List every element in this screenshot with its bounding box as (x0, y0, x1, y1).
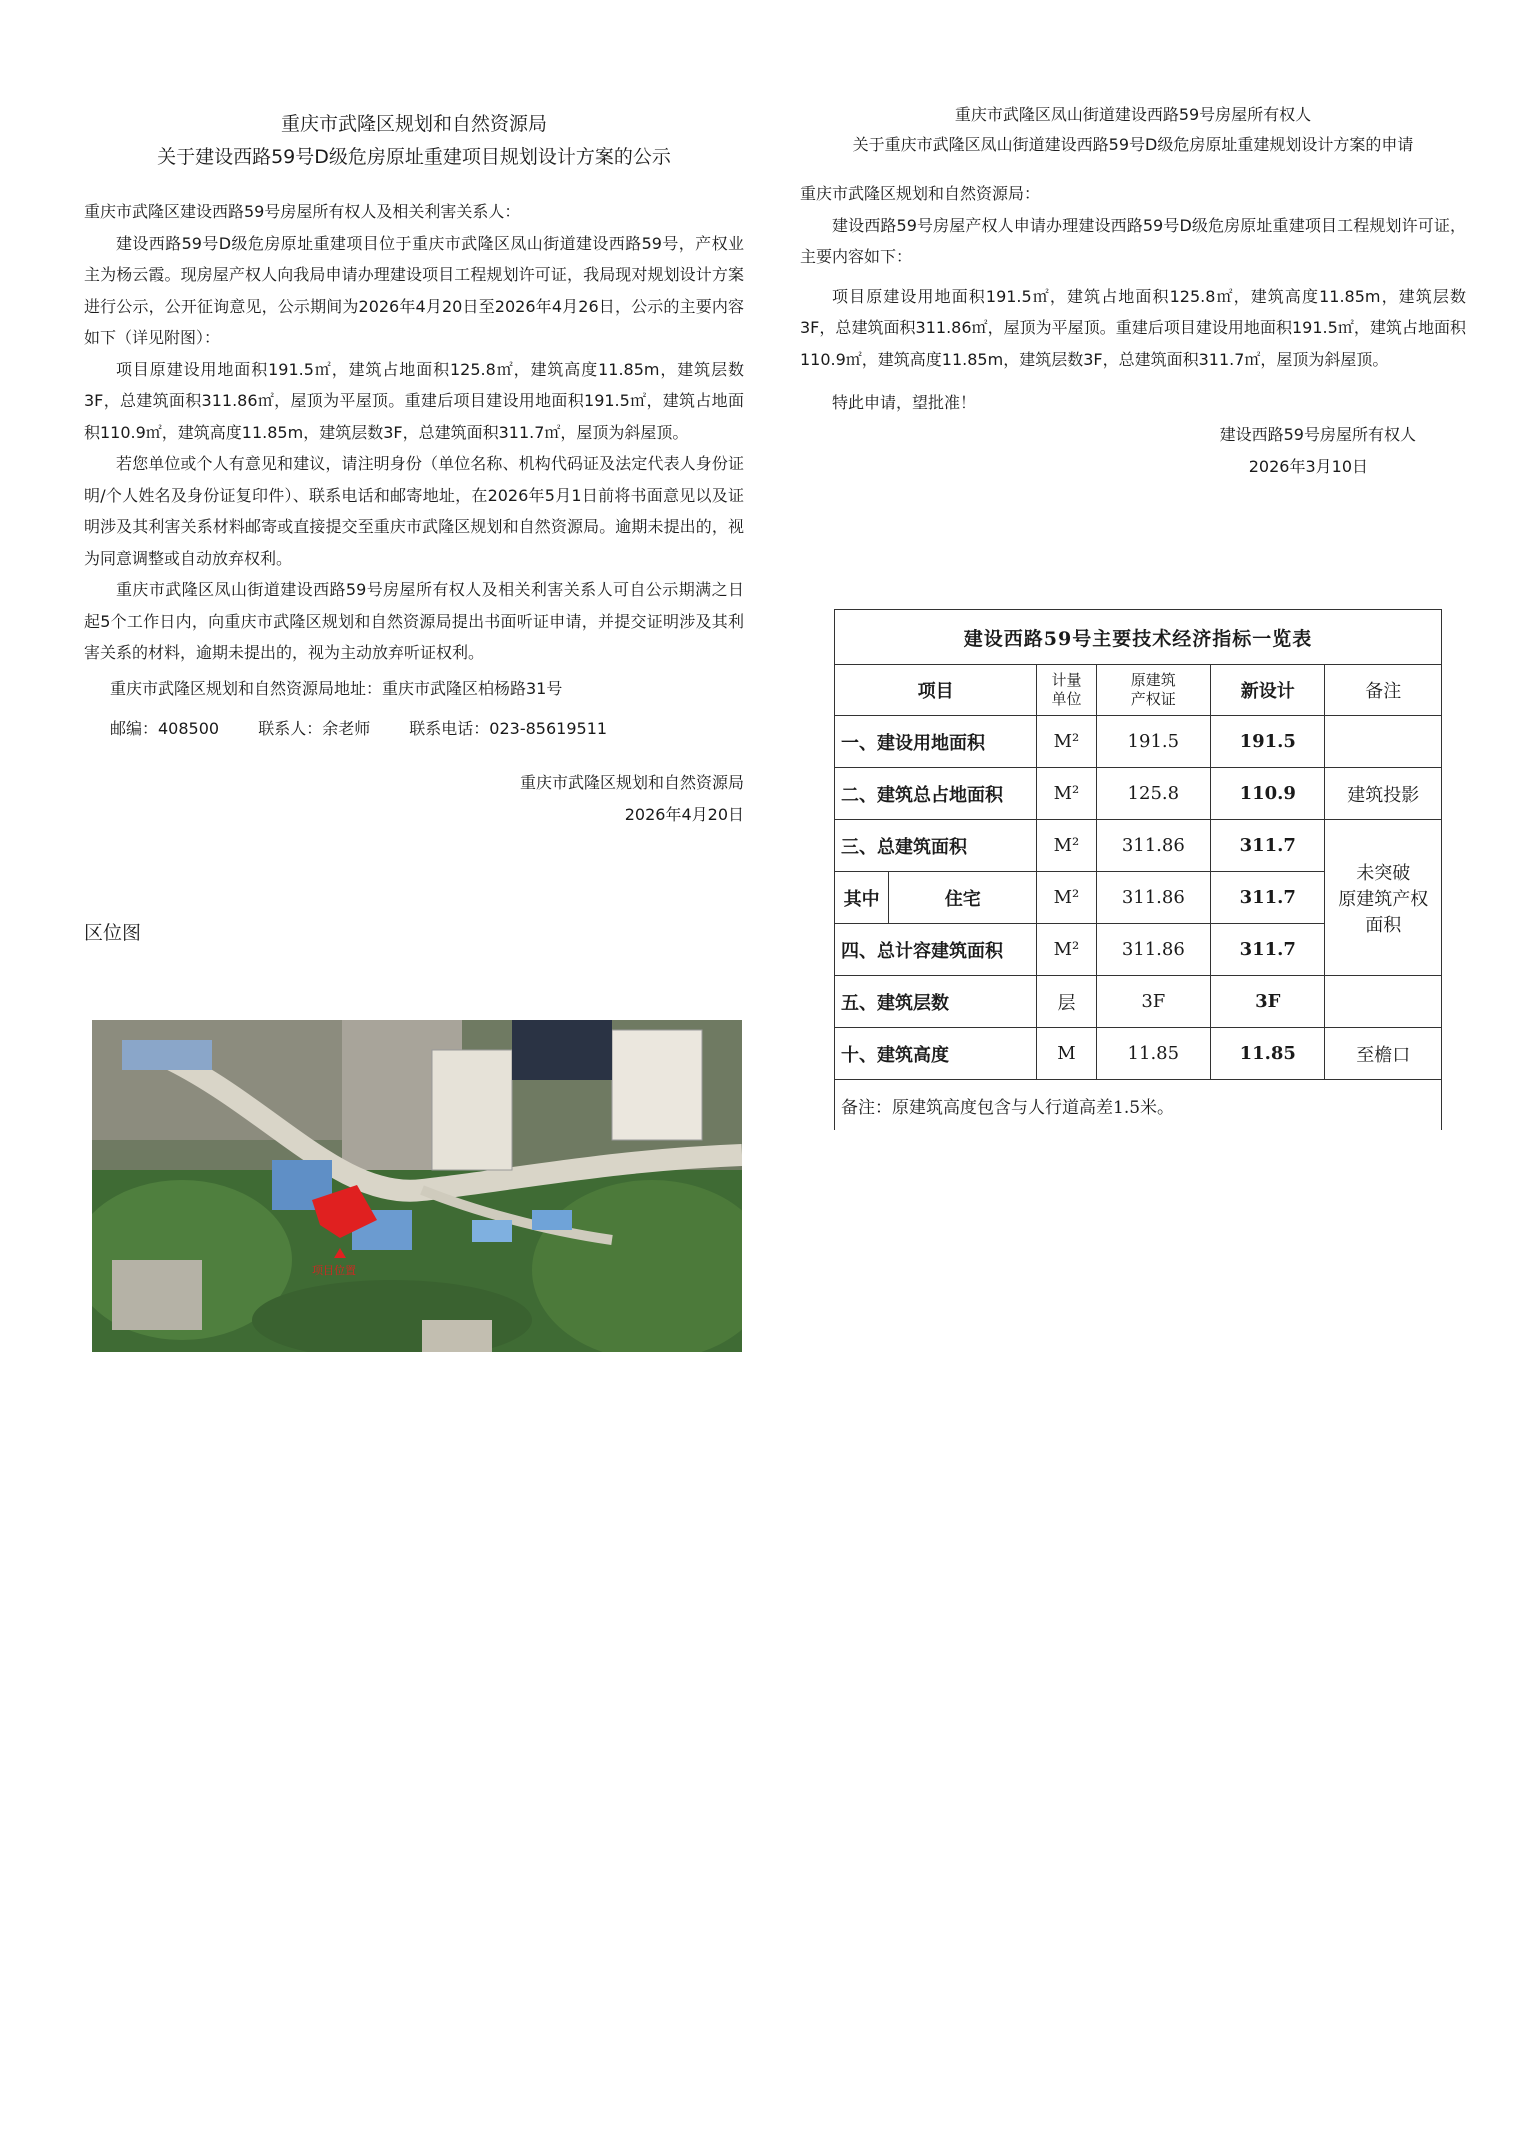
application-title-line2: 关于重庆市武隆区凤山街道建设西路59号D级危房原址重建规划设计方案的申请 (852, 135, 1414, 154)
table-header-row (835, 665, 1442, 716)
contact-person: 联系人：余老师 (258, 718, 371, 738)
phone-number: 联系电话：023-85619511 (409, 718, 608, 738)
header-original: 原建筑 产权证 (1096, 665, 1210, 716)
header-remark: 备注 (1325, 665, 1442, 716)
notice-paragraph: 重庆市武隆区凤山街道建设西路59号房屋所有权人及相关利害关系人可自公示期满之日起5个工作日内，向重庆市武隆区规划和自然资源局提出书面听证申请，并提交证明涉及其利害关系的材料，逾期未提出的，视为主动放弃听证权利。 (84, 580, 744, 662)
table-row: 十、建筑高度 M 11.85 11.85 至檐口 (835, 1028, 1442, 1080)
notice-paragraph: 项目原建设用地面积191.5㎡，建筑占地面积125.8㎡，建筑高度11.85m，建筑层数3F，总建筑面积311.86㎡，屋顶为平屋顶。重建后项目建设用地面积191.5㎡，建筑占地面积110.9㎡，建筑高度11.85m，建筑层数3F，总建筑面积311.7㎡，屋顶为斜屋顶。 (84, 359, 744, 442)
merged-remark-cell: 未突破 原建筑产权 面积 (1325, 820, 1442, 976)
application-paragraph: 项目原建设用地面积191.5㎡，建筑占地面积125.8㎡，建筑高度11.85m，建筑层数3F，总建筑面积311.86㎡，屋顶为平屋顶。重建后项目建设用地面积191.5㎡，建筑占地面积110.9㎡，建筑高度11.85m，建筑层数3F，总建筑面积311.7㎡，屋顶为斜屋顶。 (800, 286, 1466, 369)
notice-signer: 重庆市武隆区规划和自然资源局 (519, 772, 744, 792)
notice-salutation: 重庆市武隆区建设西路59号房屋所有权人及相关利害关系人： (84, 202, 521, 221)
application-paragraph: 建设西路59号房屋产权人申请办理建设西路59号D级危房原址重建项目工程规划许可证，主要内容如下： (800, 215, 1466, 266)
location-map-image (92, 1020, 742, 1352)
application-salutation: 重庆市武隆区规划和自然资源局： (800, 184, 1041, 203)
notice-title-line1: 重庆市武隆区规划和自然资源局 (280, 113, 547, 135)
table-row: 一、建设用地面积 M² 191.5 191.5 (835, 716, 1442, 768)
header-new-design: 新设计 (1211, 665, 1325, 716)
application-title-line1: 重庆市武隆区凤山街道建设西路59号房屋所有权人 (954, 105, 1312, 124)
postcode: 邮编：408500 (110, 718, 220, 738)
application-closing: 特此申请，望批准！ (832, 393, 977, 412)
notice-paragraph: 若您单位或个人有意见和建议，请注明身份（单位名称、机构代码证及法定代表人身份证明/个人姓名及身份证复印件）、联系电话和邮寄地址，在2026年5月1日前将书面意见以及证明涉及其利害关系材料邮寄或直接提交至重庆市武隆区规划和自然资源局。逾期未提出的，视为同意调整或自动放弃权利。 (84, 454, 744, 568)
application-date: 2026年3月10日 (1248, 456, 1368, 476)
table-row: 三、总建筑面积 M² 311.86 311.7 未突破 原建筑产权 面积 (835, 820, 1442, 872)
table-row: 五、建筑层数 层 3F 3F (835, 976, 1442, 1028)
table-row: 二、建筑总占地面积 M² 125.8 110.9 建筑投影 (835, 768, 1442, 820)
header-item: 项目 (835, 665, 1037, 716)
header-unit: 计量 单位 (1037, 665, 1096, 716)
notice-contact-line (84, 709, 744, 749)
notice-paragraph: 建设西路59号D级危房原址重建项目位于重庆市武隆区凤山街道建设西路59号，产权业主为杨云霞。现房屋产权人向我局申请办理建设项目工程规划许可证，我局现对规划设计方案进行公示，公开征询意见，公示期间为2026年4月20日至2026年4月26日，公示的主要内容如下（详见附图）： (84, 233, 744, 347)
application-signer: 建设西路59号房屋所有权人 (1219, 424, 1416, 444)
notice-title-line2: 关于建设西路59号D级危房原址重建项目规划设计方案的公示 (157, 146, 671, 168)
table-row: 其中 住宅 M² 311.86 311.7 (835, 872, 1442, 924)
project-site-label: 项目位置 (312, 1265, 356, 1277)
notice-address: 重庆市武隆区规划和自然资源局地址：重庆市武隆区柏杨路31号 (110, 678, 563, 698)
notice-date: 2026年4月20日 (624, 804, 744, 824)
location-map-label: 区位图 (84, 922, 142, 944)
application-letter (800, 100, 1466, 483)
public-notice (84, 108, 744, 831)
technical-indicator-table (834, 609, 1442, 1130)
table-footnote: 备注：原建筑高度包含与人行道高差1.5米。 (835, 1080, 1442, 1131)
table-caption: 建设西路59号主要技术经济指标一览表 (835, 610, 1442, 665)
table-row: 四、总计容建筑面积 M² 311.86 311.7 (835, 924, 1442, 976)
